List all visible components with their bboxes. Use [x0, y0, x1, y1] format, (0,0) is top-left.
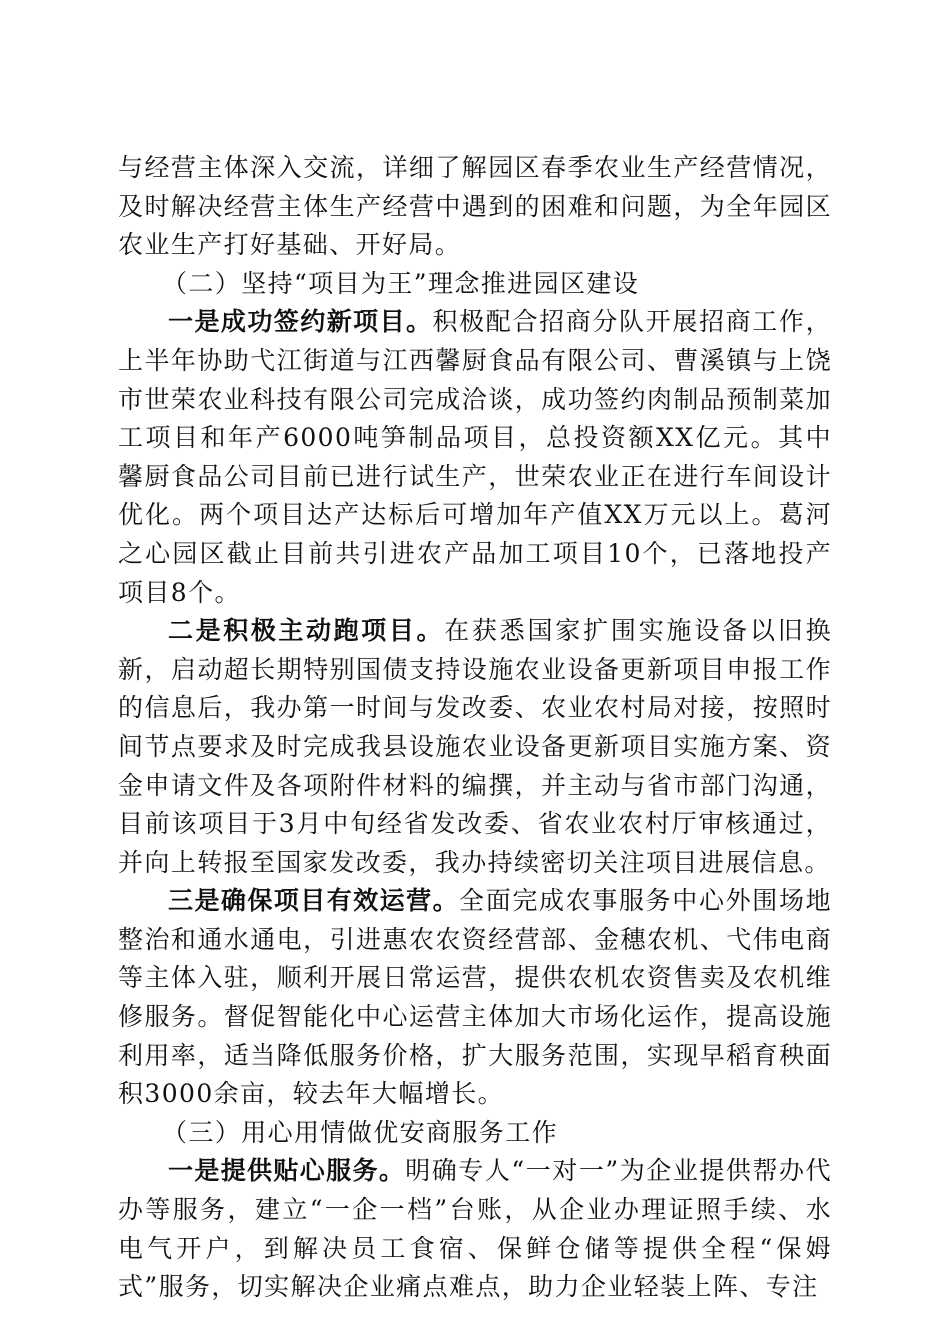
section-2-item-1-lead: 一是成功签约新项目。	[168, 307, 433, 337]
section-3-heading: （三）用心用情做优安商服务工作	[162, 1117, 559, 1147]
section-3-item-1	[118, 1152, 832, 1306]
section-2-item-3	[118, 882, 832, 1114]
section-2-item-1	[118, 303, 832, 612]
document-body	[118, 149, 832, 1307]
section-2-item-2-lead: 二是积极主动跑项目。	[168, 616, 445, 646]
section-3-item-1-lead: 一是提供贴心服务。	[168, 1156, 406, 1186]
section-2-item-1-text: 积极配合招商分队开展招商工作，上半年协助弋江街道与江西馨厨食品有限公司、曹溪镇与上饶市世荣农业科技有限公司完成洽谈，成功签约肉制品预制菜加工项目和年产6000吨笋制品项目，总投资额XX亿元。其中馨厨食品公司目前已进行试生产，世荣农业正在进行车间设计优化。两个项目达产达标后可增加年产值XX万元以上。葛河之心园区截止目前共引进农产品加工项目10个，已落地投产项目8个。	[118, 307, 832, 607]
intro-paragraph: 与经营主体深入交流，详细了解园区春季农业生产经营情况，及时解决经营主体生产经营中遇到的困难和问题，为全年园区农业生产打好基础、开好局。	[118, 153, 832, 260]
section-2-item-2	[118, 612, 832, 882]
section-3-item-1-text: 明确专人“一对一”为企业提供帮办代办等服务，建立“一企一档”台账，从企业办理证照手续、水电气开户，到解决员工食宿、保鲜仓储等提供全程“保姆式”服务，切实解决企业痛点难点，助力企业轻装上阵、专注	[118, 1156, 832, 1302]
section-2-item-3-text: 全面完成农事服务中心外围场地整治和通水通电，引进惠农农资经营部、金穗农机、弋伟电商等主体入驻，顺利开展日常运营，提供农机农资售卖及农机维修服务。督促智能化中心运营主体加大市场化运作，提高设施利用率，适当降低服务价格，扩大服务范围，实现早稻育秧面积3000余亩，较去年大幅增长。	[118, 886, 832, 1109]
section-2-heading: （二）坚持“项目为王”理念推进园区建设	[162, 268, 640, 298]
section-2-item-2-text: 在获悉国家扩围实施设备以旧换新，启动超长期特别国债支持设施农业设备更新项目申报工作的信息后，我办第一时间与发改委、农业农村局对接，按照时间节点要求及时完成我县设施农业设备更新项目实施方案、资金申请文件及各项附件材料的编撰，并主动与省市部门沟通，目前该项目于3月中旬经省发改委、省农业农村厅审核通过，并向上转报至国家发改委，我办持续密切关注项目进展信息。	[118, 616, 832, 877]
section-2-item-3-lead: 三是确保项目有效运营。	[168, 886, 460, 916]
